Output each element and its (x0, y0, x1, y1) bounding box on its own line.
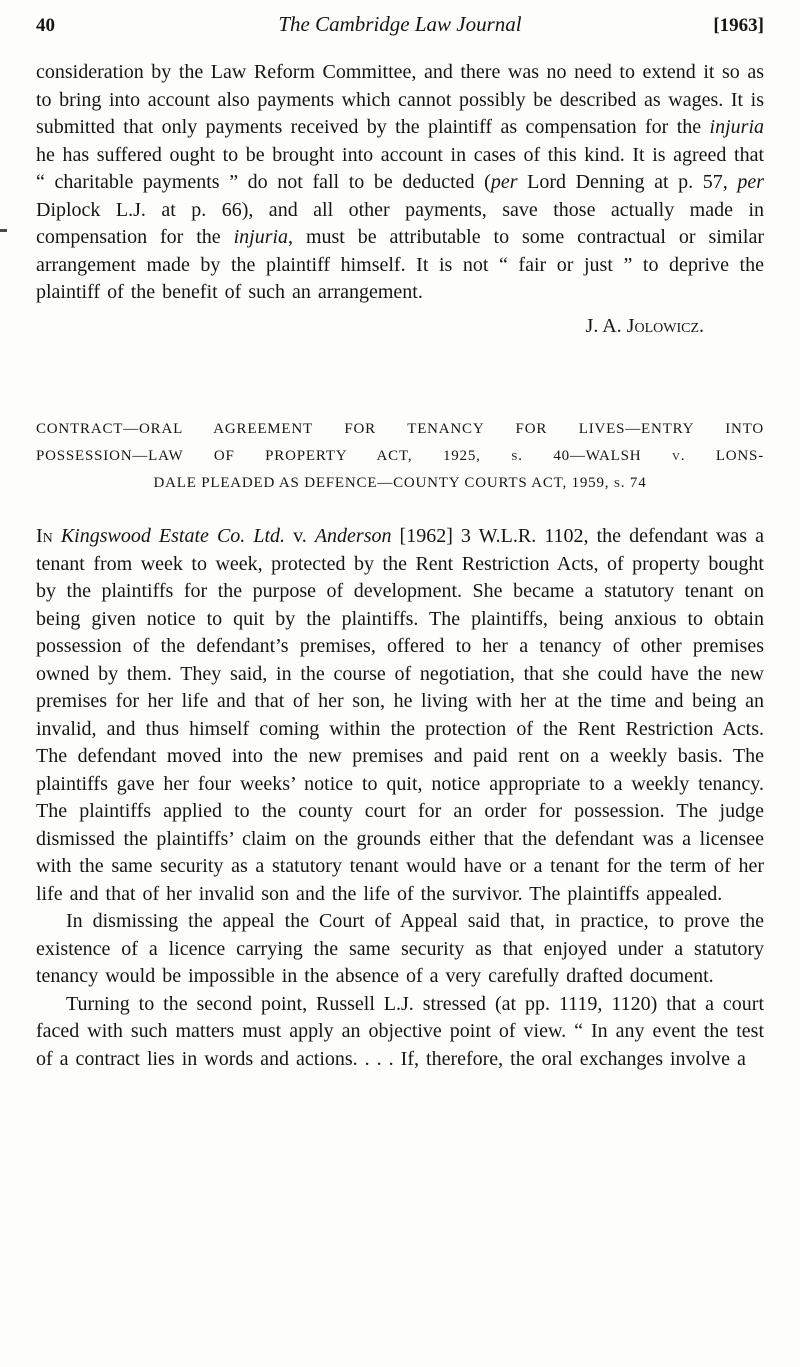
journal-title: The Cambridge Law Journal (278, 12, 522, 36)
text-run: he has suffered ought to be brought into account in cases of this kind. It is agreed that “ charitable payments ” do not fall to be deducted ( (36, 143, 764, 193)
case-note-paragraph-2 (36, 908, 764, 991)
italic-text-run: injuria (233, 226, 289, 248)
case-note-paragraph-3 (36, 991, 764, 1074)
italic-text-run: per (737, 171, 765, 193)
heading-line-1: CONTRACT—ORAL AGREEMENT FOR TENANCY FOR LIVES—ENTRY INTO (36, 421, 764, 437)
page-body (36, 59, 764, 1073)
text-run: Diplock L.J. at p. 66), and all other payments, save those actually made in compensation for the (36, 198, 764, 248)
author-signature-line (36, 313, 704, 341)
italic-text-run: Anderson (314, 525, 392, 547)
smallcaps-text-run: In (36, 525, 61, 547)
text-run: [1962] 3 W.L.R. 1102, the defendant was a tenant from week to week, protected by the Rent Restriction Acts, of property bought by the plaintiffs for the purpose of development. She became a statutory tenant on being given notice to quit by the plaintiffs. The plaintiffs, being anxious to obtain possession of the defendant’s premises, offered to her a tenancy of other premises owned by them. They said, in the course of negotiation, that she could have the new premises for her life and that of her son, he living with her at the time and being an invalid, and thus himself coming within the protection of the Rent Restriction Acts. The defendant moved into the new premises and paid rent on a weekly basis. The plaintiffs gave her four weeks’ notice to quit, notice appropriate to a weekly tenancy. The plaintiffs applied to the county court for an order for possession. The judge dismissed the plaintiffs’ claim on the grounds either that the defendant was a licensee with the same security as a statutory tenant would have or a tenant for the term of her life and that of her invalid son and the life of the survivor. The plaintiffs appealed. (36, 525, 764, 905)
heading-line-3: DALE PLEADED AS DEFENCE—COUNTY COURTS ACT, 1959, s. 74 (153, 475, 647, 491)
page-number: 40 (36, 15, 55, 36)
print-artifact-mark (0, 229, 7, 232)
author-signature: J. A. Jolowicz. (585, 314, 704, 337)
case-note-heading (36, 416, 764, 497)
case-note-paragraph-1 (36, 523, 764, 908)
italic-text-run: per (490, 171, 518, 193)
text-run: , must be attributable to some contractual or similar arrangement made by the plaintiff himself. It is not “ fair or just ” to deprive the plaintiff of the benefit of such an arrangement. (36, 226, 764, 303)
article-conclusion-paragraph (36, 59, 764, 307)
running-head (36, 12, 764, 37)
volume-year: [1963] (713, 15, 764, 36)
text-run: Lord Denning at p. 57, (517, 171, 738, 193)
text-run: Turning to the second point, Russell L.J. stressed (at pp. 1119, 1120) that a court faced with such matters must apply an objective point of view. “ In any event the test of a contract lies in words and actions. . . . If, therefore, the oral exchanges involve a (36, 992, 764, 1070)
text-run: consideration by the Law Reform Committee, and there was no need to extend it so as to bring into account also payments which cannot possibly be described as wages. It is submitted that only payments received by the plaintiff as compensation for the (36, 61, 764, 138)
heading-line-2: POSSESSION—LAW OF PROPERTY ACT, 1925, s. 40—WALSH v. LONS- (36, 448, 764, 464)
italic-text-run: injuria (709, 116, 764, 138)
text-run: v. (285, 525, 315, 547)
text-run: In dismissing the appeal the Court of Appeal said that, in practice, to prove the existence of a licence carrying the same security as that enjoyed under a statutory tenancy would be impossible in the absence of a very carefully drafted document. (36, 910, 764, 987)
italic-text-run: Kingswood Estate Co. Ltd. (60, 525, 286, 547)
